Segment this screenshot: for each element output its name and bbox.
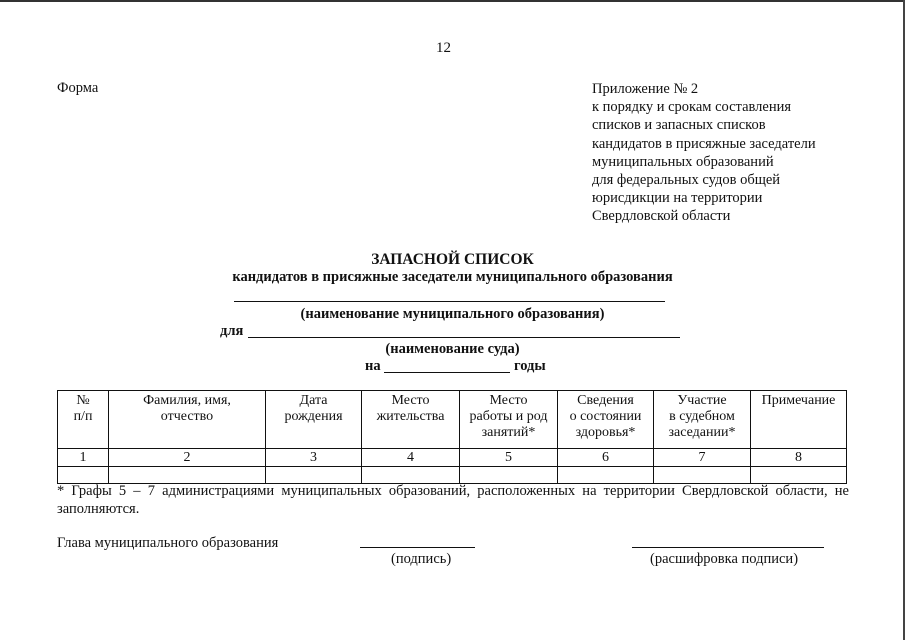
court-name-blank-line (248, 337, 680, 338)
empty-cell (266, 467, 362, 484)
appendix-line: кандидатов в присяжные заседатели (592, 135, 816, 152)
page-edge-top (0, 0, 905, 2)
column-number-cell: 8 (751, 449, 847, 467)
reserve-list-table (57, 390, 847, 484)
signature-caption: (подпись) (391, 551, 452, 567)
header-cell-number: № п/п (58, 391, 109, 449)
document-subtitle: кандидатов в присяжные заседатели муниципального образования (232, 269, 673, 285)
signature-decode-blank-line (632, 547, 824, 548)
empty-cell (109, 467, 266, 484)
table-header-row (58, 391, 847, 449)
on-label: на (365, 358, 381, 374)
appendix-line: Приложение № 2 (592, 81, 699, 97)
empty-cell (58, 467, 109, 484)
appendix-line: муниципальных образований (592, 153, 774, 170)
table-footnote: * Графы 5 – 7 администрациями муниципальных образований, расположенных на территории Свердловской области, не заполняются. (57, 483, 849, 517)
header-cell-health: Сведения о состоянии здоровья* (558, 391, 654, 449)
column-number-cell: 2 (109, 449, 266, 467)
column-number-cell: 4 (362, 449, 460, 467)
empty-cell (460, 467, 558, 484)
head-of-municipality-label: Глава муниципального образования (57, 535, 279, 551)
column-number-cell: 5 (460, 449, 558, 467)
column-number-cell: 6 (558, 449, 654, 467)
appendix-line: Свердловской области (592, 208, 731, 225)
table-empty-row (58, 467, 847, 484)
appendix-line: для федеральных судов общей (592, 172, 781, 189)
appendix-line: к порядку и срокам составления (592, 99, 792, 116)
empty-cell (558, 467, 654, 484)
signature-decode-caption: (расшифровка подписи) (650, 551, 799, 567)
court-name-caption: (наименование суда) (385, 341, 520, 357)
column-number-cell: 7 (654, 449, 751, 467)
appendix-line: списков и запасных списков (592, 117, 766, 134)
header-cell-residence: Место жительства (362, 391, 460, 449)
years-blank-line (384, 372, 510, 373)
header-cell-note: Примечание (751, 391, 847, 449)
empty-cell (751, 467, 847, 484)
header-cell-birth-date: Дата рождения (266, 391, 362, 449)
empty-cell (362, 467, 460, 484)
table-column-numbers-row (58, 449, 847, 467)
signature-blank-line (360, 547, 475, 548)
years-label: годы (514, 358, 546, 374)
appendix-line: юрисдикции на территории (592, 190, 763, 207)
form-label: Форма (57, 80, 99, 96)
page-number: 12 (436, 40, 451, 56)
appendix-block (592, 80, 816, 226)
header-cell-full-name: Фамилия, имя, отчество (109, 391, 266, 449)
document-title: ЗАПАСНОЙ СПИСОК (371, 251, 534, 268)
empty-cell (654, 467, 751, 484)
for-label: для (220, 323, 244, 339)
mo-name-blank-line (234, 301, 665, 302)
header-cell-workplace: Место работы и род занятий* (460, 391, 558, 449)
mo-name-caption: (наименование муниципального образования) (300, 306, 605, 322)
header-cell-participation: Участие в судебном заседании* (654, 391, 751, 449)
column-number-cell: 3 (266, 449, 362, 467)
column-number-cell: 1 (58, 449, 109, 467)
